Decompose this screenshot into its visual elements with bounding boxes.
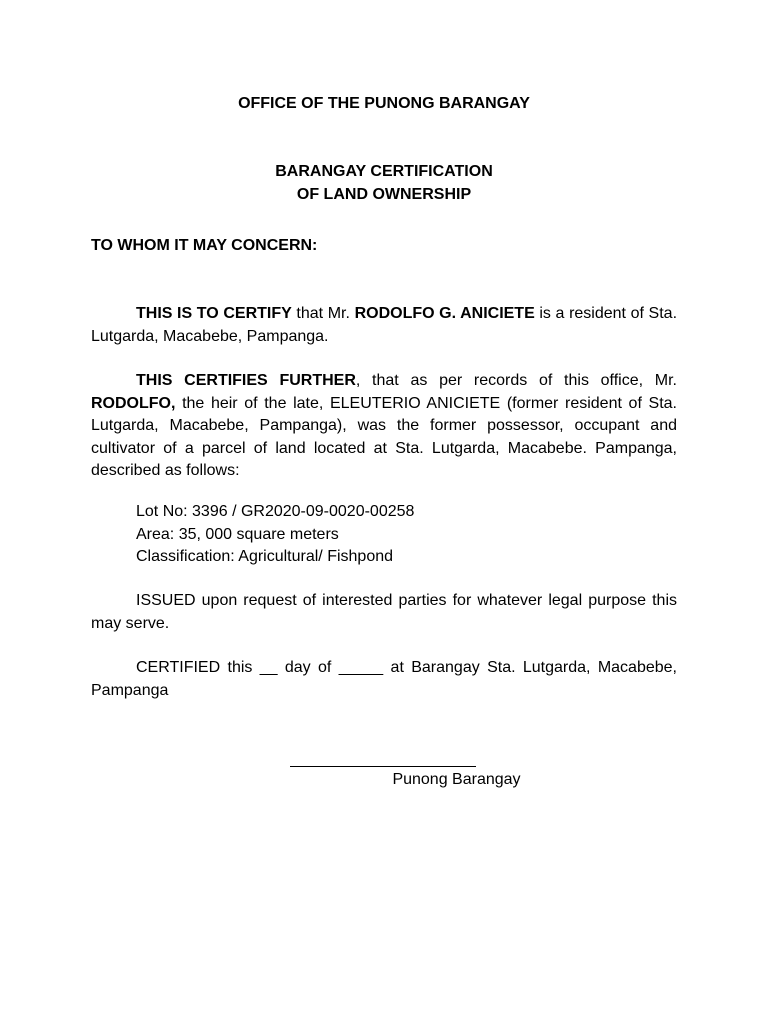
further-lead: THIS CERTIFIES FURTHER xyxy=(136,372,356,389)
certify-paragraph xyxy=(91,303,677,348)
signatory-title: Punong Barangay xyxy=(392,771,521,788)
salutation: TO WHOM IT MAY CONCERN: xyxy=(91,237,318,254)
further-text-a: , that as per records of this office, Mr. xyxy=(355,372,677,389)
office-heading: OFFICE OF THE PUNONG BARANGAY xyxy=(238,95,530,112)
certified-paragraph: CERTIFIED this __ day of _____ at Barangay Sta. Lutgarda, Macabebe, Pampanga xyxy=(91,659,677,699)
further-text-b: the heir of the late, ELEUTERIO ANICIETE (former resident of Sta. Lutgarda, Macabebe, Pampanga), was the former possessor, occupant and cultivator of a parcel of land located at Sta. Lutgarda, Macabebe. Pampanga, described as follows: xyxy=(91,394,677,479)
certify-text-b: is a resident of Sta. Lutgarda, Macabebe, Pampanga. xyxy=(91,305,678,345)
resident-name: RODOLFO G. ANICIETE xyxy=(354,305,535,322)
certification-title-line2: OF LAND OWNERSHIP xyxy=(296,186,472,203)
heir-name: RODOLFO, xyxy=(91,394,176,412)
lot-number: Lot No: 3396 / GR2020-09-0020-00258 xyxy=(136,503,415,520)
land-area: Area: 35, 000 square meters xyxy=(136,525,339,543)
certify-text-a: that Mr. xyxy=(291,305,355,322)
signature-line xyxy=(290,766,476,767)
certification-title xyxy=(91,160,677,206)
certify-lead: THIS IS TO CERTIFY xyxy=(136,305,292,322)
issued-paragraph: ISSUED upon request of interested parties for whatever legal purpose this may serve. xyxy=(91,592,677,632)
land-details xyxy=(136,501,414,569)
certification-title-line1: BARANGAY CERTIFICATION xyxy=(275,163,493,180)
further-paragraph xyxy=(91,370,677,483)
land-classification: Classification: Agricultural/ Fishpond xyxy=(136,548,394,565)
